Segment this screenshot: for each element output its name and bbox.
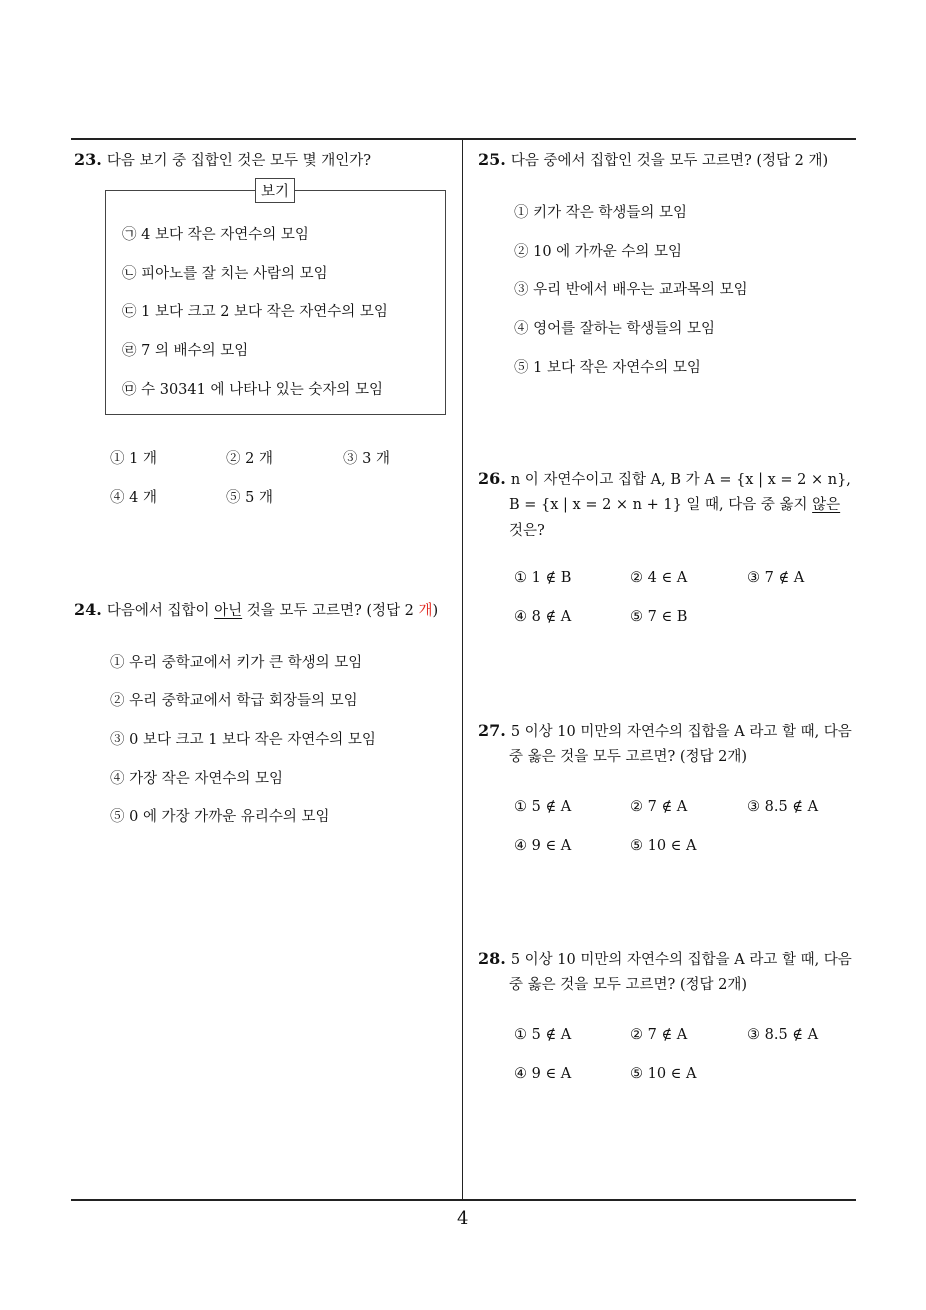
choice-5[interactable]: ⑤ 10 ∈ A <box>630 1066 697 1082</box>
underlined-word: 아닌 <box>214 603 243 619</box>
question-28 <box>478 945 852 974</box>
question-26-line2 <box>509 492 840 519</box>
highlighted-word: 개 <box>418 603 433 619</box>
choice-4[interactable]: ④ 8 ∉ A <box>514 609 572 625</box>
choice-2[interactable]: ② 7 ∉ A <box>630 1027 688 1043</box>
question-27-line2: 중 옳은 것을 모두 고르면? (정답 2개) <box>509 749 748 765</box>
question-text: 다음 중에서 집합인 것을 모두 고르면? (정답 2 개) <box>510 153 829 169</box>
choice-3[interactable]: ③ 0 보다 크고 1 보다 작은 자연수의 모임 <box>110 732 376 748</box>
choice-5[interactable]: ⑤ 0 에 가장 가까운 유리수의 모임 <box>110 809 330 825</box>
choice-5[interactable]: ⑤ 10 ∈ A <box>630 838 697 854</box>
choice-4[interactable]: ④ 9 ∈ A <box>514 838 572 854</box>
choice-3[interactable]: ③ 3 개 <box>343 451 390 467</box>
bogi-item: ㉤ 수 30341 에 나타나 있는 숫자의 모임 <box>122 382 383 398</box>
bogi-item: ㉣ 7 의 배수의 모임 <box>122 343 249 359</box>
choice-1[interactable]: ① 키가 작은 학생들의 모임 <box>514 205 688 221</box>
choice-1[interactable]: ① 우리 중학교에서 키가 큰 학생의 모임 <box>110 655 363 671</box>
question-25 <box>478 146 828 175</box>
choice-2[interactable]: ② 우리 중학교에서 학급 회장들의 모임 <box>110 693 358 709</box>
column-divider <box>462 139 463 1201</box>
question-number: 25. <box>478 150 506 169</box>
choice-5[interactable]: ⑤ 5 개 <box>226 490 273 506</box>
choice-1[interactable]: ① 1 개 <box>110 451 157 467</box>
choice-2[interactable]: ② 10 에 가까운 수의 모임 <box>514 244 683 260</box>
choice-4[interactable]: ④ 9 ∈ A <box>514 1066 572 1082</box>
choice-3[interactable]: ③ 우리 반에서 배우는 교과목의 모임 <box>514 282 748 298</box>
question-text: ) <box>432 603 439 619</box>
choice-1[interactable]: ① 5 ∉ A <box>514 1027 572 1043</box>
choice-4[interactable]: ④ 4 개 <box>110 490 157 506</box>
bottom-rule <box>71 1199 856 1201</box>
choice-3[interactable]: ③ 8.5 ∉ A <box>747 1027 819 1043</box>
question-text: B = {x | x = 2 × n + 1} 일 때, 다음 중 옳지 <box>509 497 813 513</box>
question-text: 것을 모두 고르면? (정답 2 <box>242 603 419 619</box>
question-text: 다음 보기 중 집합인 것은 모두 몇 개인가? <box>106 153 371 169</box>
question-number: 23. <box>74 150 102 169</box>
choice-2[interactable]: ② 4 ∈ A <box>630 570 688 586</box>
question-number: 26. <box>478 469 506 488</box>
question-text: 5 이상 10 미만의 자연수의 집합을 A 라고 할 때, 다음 <box>510 952 852 968</box>
underlined-word: 않은 <box>812 497 841 513</box>
question-26-line3: 것은? <box>509 523 545 539</box>
question-28-line2: 중 옳은 것을 모두 고르면? (정답 2개) <box>509 977 748 993</box>
question-24 <box>74 596 438 625</box>
choice-4[interactable]: ④ 가장 작은 자연수의 모임 <box>110 771 284 787</box>
choice-1[interactable]: ① 1 ∉ B <box>514 570 572 586</box>
question-number: 27. <box>478 721 506 740</box>
choice-1[interactable]: ① 5 ∉ A <box>514 799 572 815</box>
choice-5[interactable]: ⑤ 7 ∈ B <box>630 609 688 625</box>
choice-2[interactable]: ② 7 ∉ A <box>630 799 688 815</box>
question-27 <box>478 717 852 746</box>
question-text: n 이 자연수이고 집합 A, B 가 A = {x | x = 2 × n}, <box>510 472 851 488</box>
question-text: 다음에서 집합이 <box>106 603 215 619</box>
question-26 <box>478 465 851 494</box>
question-number: 24. <box>74 600 102 619</box>
bogi-item: ㉠ 4 보다 작은 자연수의 모임 <box>122 227 309 243</box>
bogi-item: ㉡ 피아노를 잘 치는 사람의 모임 <box>122 266 328 282</box>
choice-2[interactable]: ② 2 개 <box>226 451 273 467</box>
choice-4[interactable]: ④ 영어를 잘하는 학생들의 모임 <box>514 321 716 337</box>
choice-3[interactable]: ③ 7 ∉ A <box>747 570 805 586</box>
choice-3[interactable]: ③ 8.5 ∉ A <box>747 799 819 815</box>
question-number: 28. <box>478 949 506 968</box>
page-number: 4 <box>457 1208 469 1229</box>
question-23 <box>74 146 371 175</box>
choice-5[interactable]: ⑤ 1 보다 작은 자연수의 모임 <box>514 360 701 376</box>
bogi-item: ㉢ 1 보다 크고 2 보다 작은 자연수의 모임 <box>122 304 388 320</box>
top-rule <box>71 138 856 140</box>
question-text: 5 이상 10 미만의 자연수의 집합을 A 라고 할 때, 다음 <box>510 724 852 740</box>
bogi-title: 보기 <box>255 178 295 203</box>
